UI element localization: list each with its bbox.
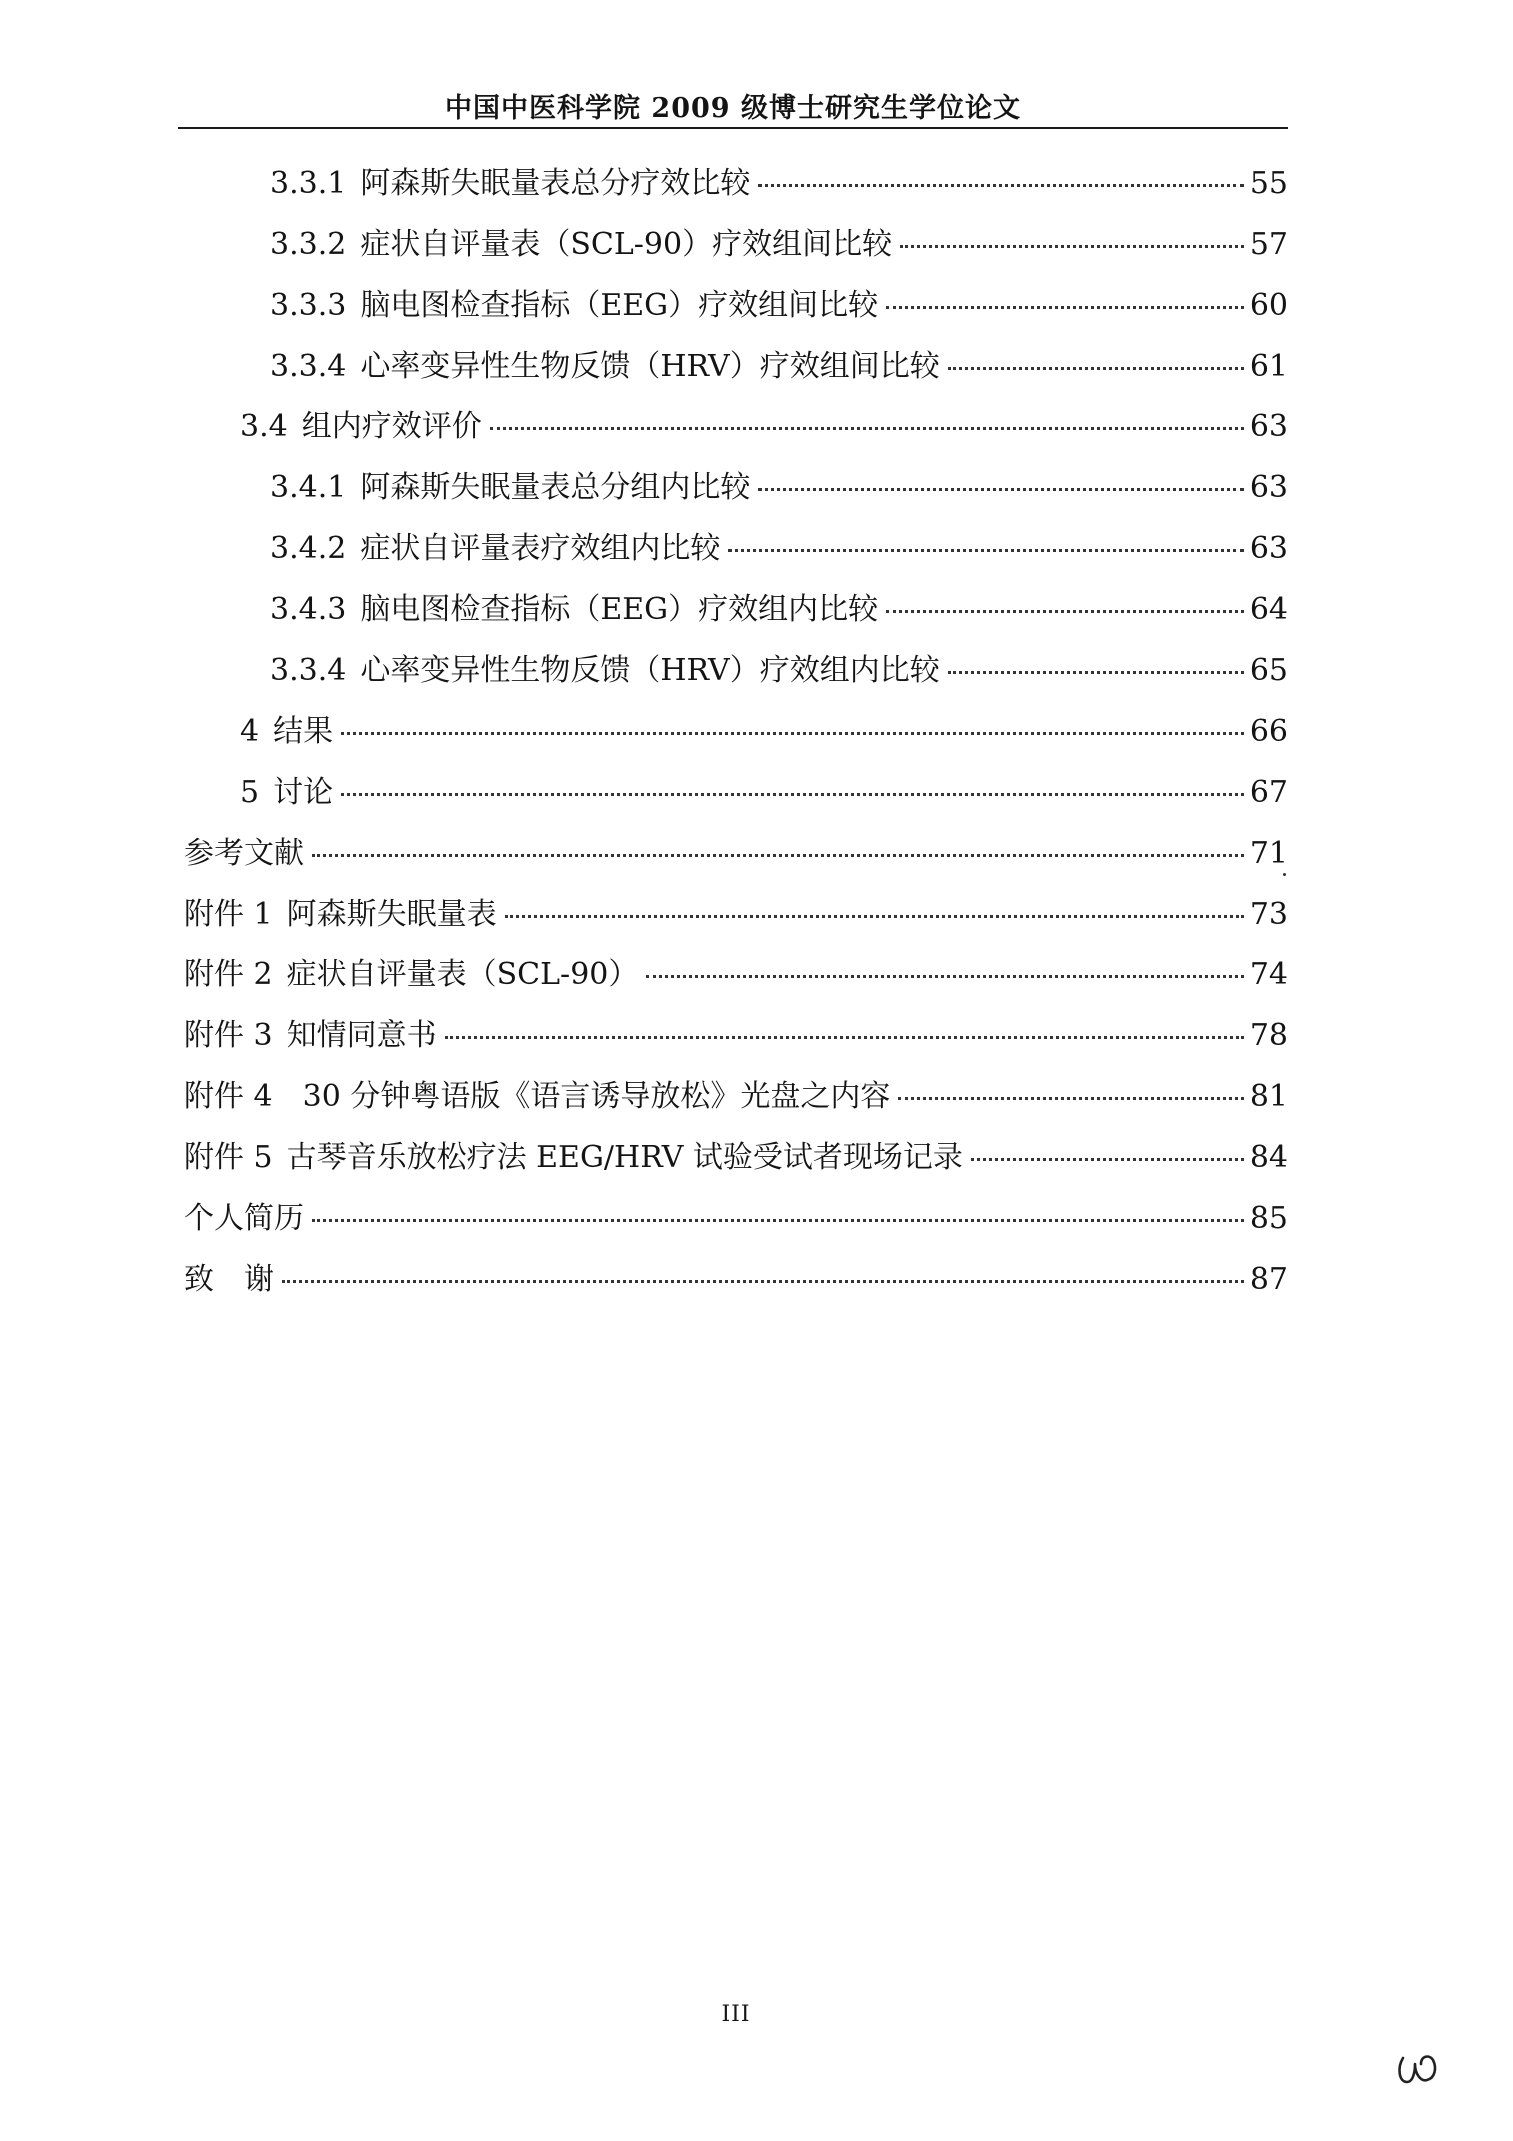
- toc-entry[interactable]: [240, 771, 1288, 815]
- toc-page-number: 73: [1249, 897, 1288, 932]
- toc-entry-number: 3.4.2: [270, 531, 347, 566]
- toc-leader-dots: [948, 671, 1244, 674]
- toc-entry[interactable]: [270, 223, 1288, 267]
- toc-entry[interactable]: [270, 284, 1288, 328]
- running-header: 中国中医科学院 2009 级博士研究生学位论文: [445, 93, 1021, 124]
- toc-entry[interactable]: [270, 466, 1288, 510]
- toc-entry-number: 3.4.3: [270, 592, 347, 627]
- header-rule: [178, 127, 1288, 129]
- toc-entry-number: 3.3.3: [270, 288, 347, 323]
- toc-entry-text: 阿森斯失眠量表总分组内比较: [360, 470, 751, 505]
- toc-entry-title: [270, 223, 892, 267]
- toc-page-number: 63: [1249, 470, 1288, 505]
- toc-entry-title: [184, 1014, 437, 1058]
- toc-leader-dots: [948, 367, 1244, 370]
- toc-entry-title: [270, 162, 750, 206]
- toc-entry-text: 个人简历: [184, 1201, 304, 1236]
- toc-entry-title: [270, 527, 720, 571]
- toc-entry-title: [184, 1075, 890, 1119]
- toc-entry-title: [184, 832, 304, 876]
- toc-leader-dots: [728, 549, 1243, 552]
- toc-leader-dots: [646, 975, 1243, 978]
- toc-entry-number: 5: [240, 775, 260, 810]
- toc-leader-dots: [900, 245, 1244, 248]
- toc-entry[interactable]: [184, 1197, 1288, 1241]
- toc-leader-dots: [505, 915, 1244, 918]
- toc-entry[interactable]: [270, 649, 1288, 693]
- toc-entry-title: [270, 649, 940, 693]
- toc-entry[interactable]: [270, 588, 1288, 632]
- toc-entry-text: 参考文献: [184, 836, 304, 871]
- toc-leader-dots: [312, 854, 1244, 857]
- toc-entry-number: 3.3.4: [270, 349, 347, 384]
- toc-page-number: 66: [1249, 714, 1288, 749]
- toc-page-number: 60: [1249, 288, 1288, 323]
- toc-page-number: 67: [1249, 775, 1288, 810]
- toc-leader-dots: [282, 1280, 1244, 1283]
- toc-entry-title: [184, 953, 638, 997]
- toc-entry-text: 阿森斯失眠量表: [286, 897, 497, 932]
- toc-page-number: 65: [1249, 653, 1288, 688]
- toc-entry-text: 症状自评量表疗效组内比较: [360, 531, 721, 566]
- toc-entry-text: 结果: [273, 714, 334, 749]
- toc-entry-number: 附件 2: [184, 957, 273, 992]
- toc-entry-title: [184, 1258, 274, 1302]
- toc-entry-text: 讨论: [273, 775, 334, 810]
- toc-entry-number: 3.3.1: [270, 166, 347, 201]
- toc-entry-title: [184, 1136, 963, 1180]
- toc-leader-dots: [758, 488, 1243, 491]
- toc-entry-text: 30 分钟粤语版《语言诱导放松》光盘之内容: [302, 1079, 891, 1114]
- toc-entry-title: [240, 771, 333, 815]
- toc-leader-dots: [341, 793, 1244, 796]
- toc-entry-number: 附件 3: [184, 1018, 273, 1053]
- toc-leader-dots: [341, 732, 1244, 735]
- toc-entry-title: [240, 710, 333, 754]
- toc-entry[interactable]: [184, 832, 1288, 876]
- toc-page-number: 71: [1249, 836, 1288, 871]
- toc-entry-text: 症状自评量表（SCL-90）: [286, 957, 639, 992]
- toc-page-number: 63: [1249, 531, 1288, 566]
- toc-entry[interactable]: [240, 710, 1288, 754]
- toc-leader-dots: [898, 1097, 1243, 1100]
- handwritten-mark-icon: [1395, 2048, 1443, 2088]
- toc-entry-number: 3.4: [240, 409, 288, 444]
- toc-page-number: 61: [1249, 349, 1288, 384]
- toc-leader-dots: [886, 306, 1244, 309]
- toc-page-number: 84: [1249, 1140, 1288, 1175]
- toc-page-number: 87: [1249, 1262, 1288, 1297]
- toc-leader-dots: [490, 427, 1244, 430]
- toc-entry[interactable]: [184, 1014, 1288, 1058]
- toc-page-number: 57: [1249, 227, 1288, 262]
- toc-page-number: 85: [1249, 1201, 1288, 1236]
- toc-entry-title: [270, 284, 878, 328]
- toc-entry-number: 4: [240, 714, 260, 749]
- toc-leader-dots: [886, 610, 1244, 613]
- toc-page-number: 55: [1249, 166, 1288, 201]
- toc-entry[interactable]: [240, 405, 1288, 449]
- toc-leader-dots: [445, 1036, 1244, 1039]
- toc-entry-text: 组内疗效评价: [301, 409, 482, 444]
- toc-entry-number: 附件 5: [184, 1140, 273, 1175]
- toc-entry-title: [240, 405, 482, 449]
- toc-page-number: 81: [1249, 1079, 1288, 1114]
- toc-entry[interactable]: [270, 527, 1288, 571]
- page-number: III: [721, 2002, 751, 2027]
- toc-entry[interactable]: [270, 162, 1288, 206]
- toc-entry-number: 3.3.2: [270, 227, 347, 262]
- toc-entry-title: [270, 466, 750, 510]
- toc-leader-dots: [971, 1158, 1244, 1161]
- toc-entry-text: 脑电图检查指标（EEG）疗效组间比较: [360, 288, 879, 323]
- toc-entry[interactable]: [184, 893, 1288, 937]
- toc-entry-title: [184, 1197, 304, 1241]
- toc-entry[interactable]: [270, 345, 1288, 389]
- toc-entry-title: [270, 588, 878, 632]
- toc-page-number: 74: [1249, 957, 1288, 992]
- toc-entry-title: [270, 345, 940, 389]
- toc-entry[interactable]: [184, 1258, 1288, 1302]
- toc-entry-text: 古琴音乐放松疗法 EEG/HRV 试验受试者现场记录: [286, 1140, 963, 1175]
- toc-entry[interactable]: [184, 1136, 1288, 1180]
- toc-entry[interactable]: [184, 1075, 1288, 1119]
- toc-page-number: 78: [1249, 1018, 1288, 1053]
- toc-leader-dots: [758, 184, 1243, 187]
- scan-speck: [1283, 873, 1286, 876]
- toc-entry-text: 致 谢: [184, 1262, 274, 1297]
- toc-entry-title: [184, 893, 497, 937]
- toc-entry-number: 附件 4: [184, 1079, 273, 1114]
- toc-entry-text: 知情同意书: [286, 1018, 437, 1053]
- toc-entry-text: 心率变异性生物反馈（HRV）疗效组间比较: [360, 349, 940, 384]
- toc-entry-number: 附件 1: [184, 897, 273, 932]
- toc-entry-text: 脑电图检查指标（EEG）疗效组内比较: [360, 592, 879, 627]
- toc-entry-text: 心率变异性生物反馈（HRV）疗效组内比较: [360, 653, 940, 688]
- toc-leader-dots: [312, 1219, 1244, 1222]
- toc-page-number: 63: [1249, 409, 1288, 444]
- toc-entry-text: 症状自评量表（SCL-90）疗效组间比较: [360, 227, 893, 262]
- toc-entry-number: 3.4.1: [270, 470, 347, 505]
- toc-page-number: 64: [1249, 592, 1288, 627]
- toc-entry-number: 3.3.4: [270, 653, 347, 688]
- toc-entry-text: 阿森斯失眠量表总分疗效比较: [360, 166, 751, 201]
- toc-entry[interactable]: [184, 953, 1288, 997]
